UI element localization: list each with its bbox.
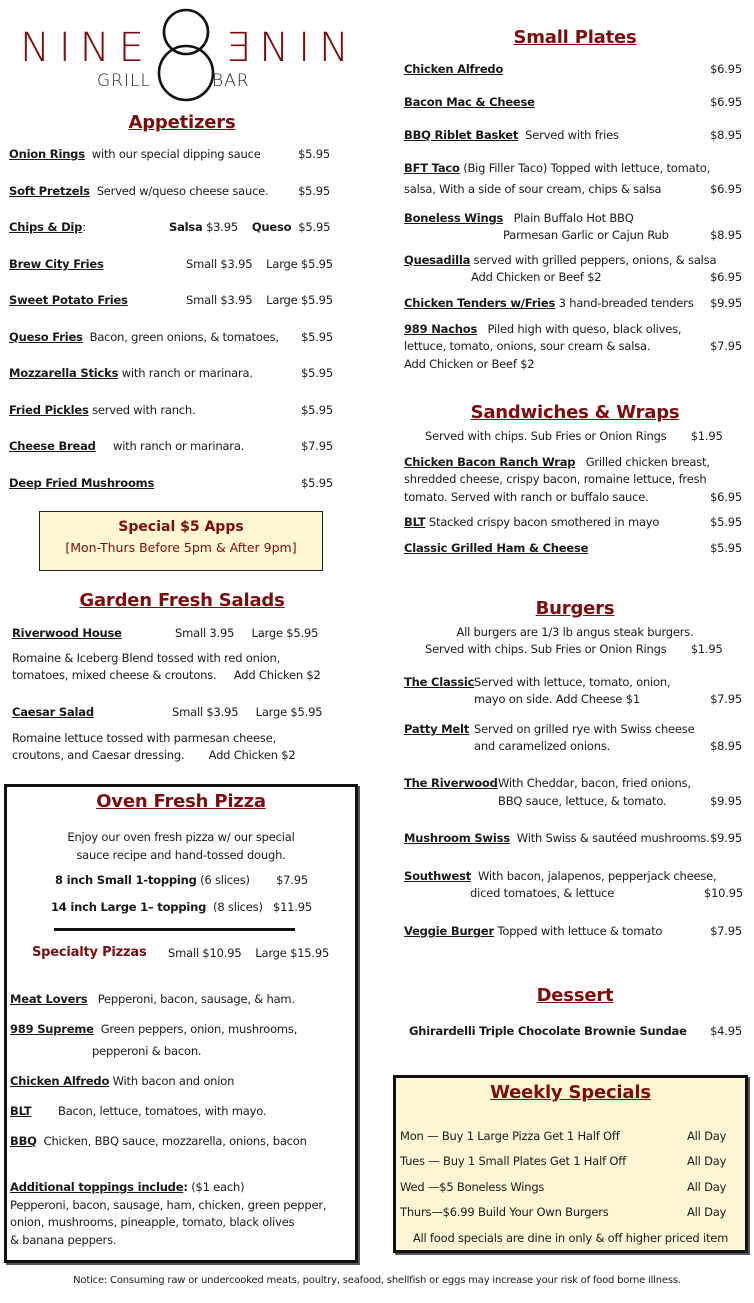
item-price: $5.95 xyxy=(301,330,333,344)
small-price: Small $3.95 xyxy=(172,705,239,719)
toppings-price: ($1 each) xyxy=(191,1180,245,1194)
item-desc: Served on grilled rye with Swiss cheese xyxy=(474,722,695,736)
size-prices xyxy=(186,293,333,307)
note-price: $1.95 xyxy=(690,642,723,656)
item-name: Chips & Dip xyxy=(9,220,83,234)
sandwich-item xyxy=(404,541,588,555)
item-desc-2: Parmesan Garlic or Cajun Rub xyxy=(503,228,669,242)
item-name: Queso Fries xyxy=(9,330,83,344)
size-prices xyxy=(186,257,333,271)
salad-desc xyxy=(12,668,321,682)
small-price: Small 3.95 xyxy=(175,626,235,640)
item-name: The Riverwood xyxy=(404,776,498,790)
item-name: Mozzarella Sticks xyxy=(9,366,119,380)
note-price: $1.95 xyxy=(690,429,723,443)
pizza-title: Oven Fresh Pizza xyxy=(96,791,266,812)
item-name: Caesar Salad xyxy=(12,705,94,719)
item-price: $9.95 xyxy=(710,794,742,808)
salad-item xyxy=(12,626,122,640)
burger-item xyxy=(404,722,469,736)
item-desc: with ranch or marinara. xyxy=(121,366,253,380)
item-desc: Green peppers, onion, mushrooms, xyxy=(100,1022,298,1036)
item-price: $9.95 xyxy=(710,296,742,310)
item-desc: served with ranch. xyxy=(92,403,196,417)
appetizer-item xyxy=(9,439,244,453)
pizza-intro: Enjoy our oven fresh pizza w/ our special xyxy=(67,830,295,844)
item-desc: Topped with lettuce & tomato xyxy=(497,924,663,938)
item-price: $5.95 xyxy=(710,541,742,555)
item-name: BLT xyxy=(10,1104,32,1118)
item-price: $8.95 xyxy=(710,739,742,753)
burger-item xyxy=(404,869,716,883)
logo-grill: GRILL xyxy=(97,71,151,91)
queso-price: $5.95 xyxy=(298,220,331,234)
item-name: 989 Supreme xyxy=(10,1022,94,1036)
item-desc: Pepperoni, bacon, sausage, & ham. xyxy=(97,992,295,1006)
item-desc-2: Add Chicken or Beef $2 xyxy=(471,270,602,284)
small-plate-item xyxy=(404,211,634,225)
large-price: Large $5.95 xyxy=(266,293,333,307)
small-plate-item xyxy=(404,296,694,310)
pizza-size xyxy=(51,900,263,914)
item-price: $5.95 xyxy=(298,184,330,198)
item-price: $7.95 xyxy=(710,339,742,353)
item-price: $5.95 xyxy=(710,515,742,529)
item-desc: 3 hand-breaded tenders xyxy=(558,296,694,310)
salad-desc-2: tomatoes, mixed cheese & croutons. xyxy=(12,668,217,682)
item-name: Quesadilla xyxy=(404,253,471,267)
item-name: BFT Taco xyxy=(404,161,460,175)
item-price: $6.95 xyxy=(710,270,742,284)
dessert-item: Ghirardelli Triple Chocolate Brownie Sundae xyxy=(409,1024,687,1038)
item-desc-2: diced tomatoes, & lettuce xyxy=(470,886,615,900)
item-price: $5.95 xyxy=(301,366,333,380)
large-price: Large $5.95 xyxy=(255,705,323,719)
logo-word-left: NINE xyxy=(20,25,153,71)
appetizers-title: Appetizers xyxy=(128,112,236,133)
special-apps-box xyxy=(39,511,323,571)
item-desc: Served with lettuce, tomato, onion, xyxy=(474,675,671,689)
sandwiches-title: Sandwiches & Wraps xyxy=(470,402,680,423)
appetizer-item xyxy=(9,220,86,234)
item-desc: (Big Filler Taco) Topped with lettuce, tomato, xyxy=(463,161,711,175)
item-name: Chicken Alfredo xyxy=(10,1074,110,1088)
burger-item xyxy=(404,924,662,938)
logo-bar: BAR xyxy=(212,71,250,91)
size-slices: (8 slices) xyxy=(213,900,263,914)
item-name: Mushroom Swiss xyxy=(404,831,510,845)
size-price: $11.95 xyxy=(272,900,312,914)
item-name: Deep Fried Mushrooms xyxy=(9,476,155,490)
sandwich-item xyxy=(404,515,659,529)
size-slices: (6 slices) xyxy=(200,873,250,887)
burgers-note xyxy=(425,642,723,656)
weekly-specials-title: Weekly Specials xyxy=(490,1082,651,1103)
queso-label: Queso xyxy=(251,220,292,234)
toppings-header: Additional toppings include: ($1 each) xyxy=(10,1180,245,1194)
specialty-item xyxy=(10,1104,31,1118)
item-desc: with our special dipping sauce xyxy=(91,147,261,161)
salad-addon: Add Chicken $2 xyxy=(208,748,296,762)
large-price: Large $5.95 xyxy=(266,257,333,271)
item-name: Onion Rings xyxy=(9,147,85,161)
logo xyxy=(0,0,380,110)
item-name: 989 Nachos xyxy=(404,322,478,336)
item-desc: Bacon, lettuce, tomatoes, with mayo. xyxy=(58,1104,267,1118)
burger-item xyxy=(404,776,498,790)
item-name: Chicken Tenders w/Fries xyxy=(404,296,556,310)
burgers-title: Burgers xyxy=(535,598,615,619)
item-name: BLT xyxy=(404,515,426,529)
item-name: Chicken Bacon Ranch Wrap xyxy=(404,455,576,469)
item-name: BBQ Riblet Basket xyxy=(404,128,519,142)
item-desc: With bacon, jalapenos, pepperjack cheese, xyxy=(477,869,717,883)
item-name: BBQ xyxy=(10,1134,37,1148)
salad-item xyxy=(12,705,94,719)
appetizer-item xyxy=(9,184,269,198)
item-name: Meat Lovers xyxy=(10,992,88,1006)
dessert-price: $4.95 xyxy=(710,1024,742,1038)
item-desc: Grilled chicken breast, xyxy=(585,455,710,469)
size-price: $7.95 xyxy=(276,873,308,887)
item-price: $6.95 xyxy=(710,62,742,76)
item-price: $5.95 xyxy=(301,476,333,490)
pizza-size xyxy=(55,873,250,887)
salad-desc-2: croutons, and Caesar dressing. xyxy=(12,748,185,762)
burger-item xyxy=(404,675,474,689)
appetizer-item xyxy=(9,403,195,417)
appetizer-item xyxy=(9,293,128,307)
appetizer-item xyxy=(9,147,261,161)
item-name: Riverwood House xyxy=(12,626,122,640)
item-price: $8.95 xyxy=(710,228,742,242)
pizza-intro: sauce recipe and hand-tossed dough. xyxy=(76,848,286,862)
item-price: $6.95 xyxy=(710,182,742,196)
size-label: 14 inch Large 1– topping xyxy=(51,900,207,914)
item-desc: Plain Buffalo Hot BBQ xyxy=(513,211,634,225)
small-plate-item xyxy=(404,161,710,175)
item-suffix: : xyxy=(82,220,86,234)
item-price: $9.95 xyxy=(710,831,742,845)
item-name: Southwest xyxy=(404,869,472,883)
item-price: $5.95 xyxy=(298,147,330,161)
small-plate-item xyxy=(404,62,503,76)
appetizer-item xyxy=(9,366,253,380)
salsa-price: $3.95 xyxy=(206,220,238,234)
burger-item xyxy=(404,831,710,845)
item-desc: Served w/queso cheese sauce. xyxy=(96,184,269,198)
small-plate-item xyxy=(404,322,681,336)
item-desc-2: salsa, With a side of sour cream, chips & salsa xyxy=(404,182,662,196)
item-name: Soft Pretzels xyxy=(9,184,90,198)
item-desc: Piled high with queso, black olives, xyxy=(487,322,682,336)
item-name: Boneless Wings xyxy=(404,211,504,225)
weekly-special: Thurs—$6.99 Build Your Own Burgers xyxy=(400,1205,609,1219)
toppings-list: & banana peppers. xyxy=(10,1233,117,1247)
appetizer-item xyxy=(9,330,279,344)
small-plate-item xyxy=(404,128,619,142)
weekly-special: Wed —$5 Boneless Wings xyxy=(400,1180,545,1194)
salsa-label: Salsa xyxy=(169,220,203,234)
salads-title: Garden Fresh Salads xyxy=(79,590,285,611)
weekly-when: All Day xyxy=(687,1205,727,1219)
item-desc-3: tomato. Served with ranch or buffalo sauce. xyxy=(404,490,649,504)
item-name: Cheese Bread xyxy=(9,439,96,453)
item-price: $10.95 xyxy=(703,886,743,900)
small-plate-item xyxy=(404,253,716,267)
specialty-item xyxy=(10,1134,307,1148)
pizza-divider xyxy=(54,928,295,931)
salad-addon: Add Chicken $2 xyxy=(233,668,321,682)
note-text: Served with chips. Sub Fries or Onion Rings xyxy=(425,429,667,443)
size-prices xyxy=(175,626,318,640)
item-desc: Served with fries xyxy=(525,128,619,142)
dessert-title: Dessert xyxy=(536,985,614,1006)
weekly-special: Tues — Buy 1 Small Plates Get 1 Half Off xyxy=(400,1154,626,1168)
item-name: Classic Grilled Ham & Cheese xyxy=(404,541,589,555)
item-price: $5.95 xyxy=(301,403,333,417)
item-name: Patty Melt xyxy=(404,722,470,736)
toppings-list: Pepperoni, bacon, sausage, ham, chicken, green pepper, xyxy=(10,1198,327,1212)
item-name: Veggie Burger xyxy=(404,924,495,938)
small-plates-title: Small Plates xyxy=(513,27,637,48)
item-price: $7.95 xyxy=(710,692,742,706)
specialty-prices xyxy=(168,946,329,960)
item-name: Chicken Alfredo xyxy=(404,62,504,76)
specialty-item xyxy=(10,1022,297,1036)
specialty-item xyxy=(10,1074,234,1088)
item-price: $7.95 xyxy=(710,924,742,938)
item-price: $7.95 xyxy=(301,439,333,453)
appetizer-item xyxy=(9,476,154,490)
logo-word-right: ƎNIN xyxy=(225,25,358,71)
food-safety-notice: Notice: Consuming raw or undercooked meats, poultry, seafood, shellfish or eggs may increase your risk of food borne illness. xyxy=(73,1275,681,1286)
item-desc: With Swiss & sautéed mushrooms. xyxy=(516,831,710,845)
special-apps-title: Special $5 Apps xyxy=(118,519,244,535)
small-plate-item xyxy=(404,95,535,109)
size-label: 8 inch Small 1-topping xyxy=(55,873,197,887)
weekly-when: All Day xyxy=(687,1154,727,1168)
item-name: The Classic xyxy=(404,675,475,689)
item-desc-2: BBQ sauce, lettuce, & tomato. xyxy=(498,794,667,808)
weekly-when: All Day xyxy=(687,1129,727,1143)
item-name: Brew City Fries xyxy=(9,257,104,271)
item-price: $8.95 xyxy=(710,128,742,142)
item-desc: Chicken, BBQ sauce, mozzarella, onions, bacon xyxy=(43,1134,307,1148)
item-name: Fried Pickles xyxy=(9,403,89,417)
item-desc: Stacked crispy bacon smothered in mayo xyxy=(428,515,660,529)
salad-desc xyxy=(12,748,295,762)
small-price: Small $3.95 xyxy=(186,293,253,307)
weekly-when: All Day xyxy=(687,1180,727,1194)
item-desc-2: and caramelized onions. xyxy=(474,739,611,753)
chips-options xyxy=(169,220,330,234)
specialty-large: Large $15.95 xyxy=(255,946,330,960)
size-prices xyxy=(172,705,322,719)
specialty-item xyxy=(10,992,295,1006)
burgers-note: All burgers are 1/3 lb angus steak burgers. xyxy=(456,625,694,639)
salad-desc: Romaine & Iceberg Blend tossed with red onion, xyxy=(12,651,281,665)
weekly-footnote: All food specials are dine in only & off higher priced item xyxy=(412,1231,729,1245)
item-desc: With bacon and onion xyxy=(112,1074,235,1088)
item-price: $6.95 xyxy=(710,95,742,109)
toppings-label: Additional toppings include xyxy=(10,1180,184,1194)
specialty-item-desc: pepperoni & bacon. xyxy=(92,1044,202,1058)
item-desc: Bacon, green onions, & tomatoes, xyxy=(89,330,279,344)
item-name: Bacon Mac & Cheese xyxy=(404,95,535,109)
item-desc: served with grilled peppers, onions, & salsa xyxy=(473,253,717,267)
item-desc: With Cheddar, bacon, fried onions, xyxy=(498,776,691,790)
sandwiches-note xyxy=(425,429,723,443)
toppings-list: onion, mushrooms, pineapple, tomato, black olives xyxy=(10,1215,295,1229)
salad-desc: Romaine lettuce tossed with parmesan cheese, xyxy=(12,731,277,745)
item-desc-2: mayo on side. Add Cheese $1 xyxy=(474,692,640,706)
special-apps-subtitle: [Mon-Thurs Before 5pm & After 9pm] xyxy=(65,540,297,555)
item-desc: with ranch or marinara. xyxy=(112,439,245,453)
item-price: $6.95 xyxy=(710,490,742,504)
item-name: Sweet Potato Fries xyxy=(9,293,128,307)
item-desc-3: Add Chicken or Beef $2 xyxy=(404,357,535,371)
sandwich-item xyxy=(404,455,710,469)
item-desc-2: lettuce, tomato, onions, sour cream & salsa. xyxy=(404,339,651,353)
specialty-small: Small $10.95 xyxy=(168,946,242,960)
specialty-title: Specialty Pizzas xyxy=(32,945,147,960)
weekly-special: Mon — Buy 1 Large Pizza Get 1 Half Off xyxy=(400,1129,620,1143)
note-text: Served with chips. Sub Fries or Onion Rings xyxy=(425,642,667,656)
small-price: Small $3.95 xyxy=(186,257,253,271)
item-desc-2: shredded cheese, crispy bacon, romaine lettuce, fresh xyxy=(404,472,707,486)
large-price: Large $5.95 xyxy=(251,626,319,640)
appetizer-item xyxy=(9,257,104,271)
